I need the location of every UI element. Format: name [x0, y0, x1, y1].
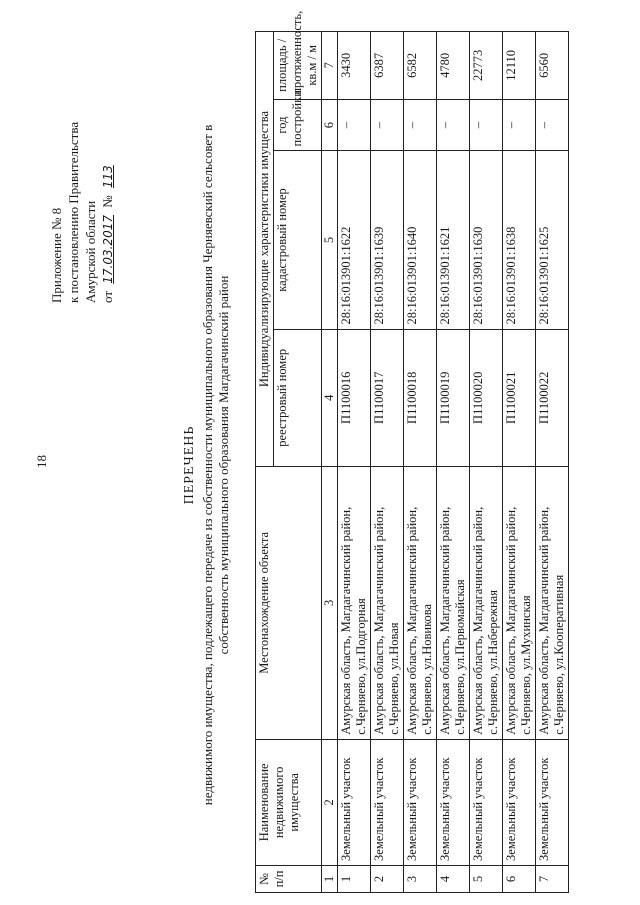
cell-area: 4780 [437, 32, 470, 100]
approval-line-3: Амурской области [83, 200, 98, 303]
cell-registry: П1100021 [503, 329, 536, 466]
cell-year: – [404, 99, 437, 151]
cell-area: 12110 [503, 32, 536, 100]
cell-location: Амурская область, Магдагачинский район, с.Черняево, ул.Новикова [404, 467, 437, 740]
cell-cadastral: 28:16:013901:1622 [338, 151, 371, 329]
approval-line-2: к постановлению Правительства [66, 121, 81, 303]
property-table [255, 10, 569, 893]
approval-number-value: 113 [101, 165, 115, 189]
header-area: площадь / протяженность, кв.м / м [274, 32, 322, 100]
cell-registry: П1100020 [470, 329, 503, 466]
cell-cadastral: 28:16:013901:1625 [536, 151, 569, 329]
cell-name: Земельный участок [437, 739, 470, 865]
col-number: 1 [322, 865, 338, 892]
table-row [338, 32, 371, 893]
table-row [437, 32, 470, 893]
cell-name: Земельный участок [503, 739, 536, 865]
cell-year: – [338, 99, 371, 151]
cell-cadastral: 28:16:013901:1621 [437, 151, 470, 329]
cell-area: 6582 [404, 32, 437, 100]
cell-registry: П1100016 [338, 329, 371, 466]
cell-num: 1 [338, 865, 371, 892]
cell-num: 5 [470, 865, 503, 892]
cell-location: Амурская область, Магдагачинский район, с.Черняево, ул.Подгорная [338, 467, 371, 740]
table-row [404, 32, 437, 893]
subtitle-line-2: собственность муниципального образования Магдагачинский район [216, 275, 231, 655]
approval-number-prefix: № [100, 195, 115, 208]
cell-location: Амурская область, Магдагачинский район, с.Черняево, ул.Набережная [470, 467, 503, 740]
page-number: 18 [34, 455, 49, 468]
cell-registry: П1100018 [404, 329, 437, 466]
cell-year: – [470, 99, 503, 151]
cell-cadastral: 28:16:013901:1640 [404, 151, 437, 329]
table-row [470, 32, 503, 893]
col-number: 2 [322, 739, 338, 865]
cell-area: 3430 [338, 32, 371, 100]
cell-year: – [371, 99, 404, 151]
cell-name: Земельный участок [404, 739, 437, 865]
cell-area: 6387 [371, 32, 404, 100]
cell-cadastral: 28:16:013901:1630 [470, 151, 503, 329]
cell-num: 6 [503, 865, 536, 892]
header-location: Местонахождение объекта [256, 467, 322, 740]
cell-location: Амурская область, Магдагачинский район, с.Черняево, ул.Новая [371, 467, 404, 740]
cell-registry: П1100017 [371, 329, 404, 466]
cell-year: – [437, 99, 470, 151]
cell-cadastral: 28:16:013901:1639 [371, 151, 404, 329]
cell-registry: П1100019 [437, 329, 470, 466]
header-registry: реестровый номер [274, 329, 322, 466]
header-row-1 [256, 32, 274, 893]
cell-area: 6560 [536, 32, 569, 100]
table-row [371, 32, 404, 893]
cell-year: – [503, 99, 536, 151]
cell-num: 3 [404, 865, 437, 892]
approval-date-line [99, 3, 117, 303]
column-number-row [322, 32, 338, 893]
cell-num: 4 [437, 865, 470, 892]
cell-name: Земельный участок [371, 739, 404, 865]
header-cadastral: кадастровый номер [274, 151, 322, 329]
cell-num: 2 [371, 865, 404, 892]
document-title: ПЕРЕЧЕНЬ [182, 425, 197, 505]
col-number: 4 [322, 329, 338, 466]
cell-name: Земельный участок [536, 739, 569, 865]
header-name: Наименование недвижимого имущества [256, 739, 322, 865]
table-row [503, 32, 536, 893]
col-number: 6 [322, 99, 338, 151]
cell-name: Земельный участок [470, 739, 503, 865]
col-number: 5 [322, 151, 338, 329]
document-subtitle [200, 45, 232, 885]
header-num: № п/п [256, 865, 322, 892]
table-row [536, 32, 569, 893]
cell-cadastral: 28:16:013901:1638 [503, 151, 536, 329]
approval-date-value: 17.03.2017 [101, 215, 115, 284]
cell-year: – [536, 99, 569, 151]
header-year: год постройки [274, 99, 322, 151]
approval-stamp-block [48, 3, 117, 303]
approval-line-1: Приложение № 8 [49, 207, 64, 303]
cell-registry: П1100022 [536, 329, 569, 466]
cell-name: Земельный участок [338, 739, 371, 865]
cell-location: Амурская область, Магдагачинский район, с.Черняево, ул.Кооперативная [536, 467, 569, 740]
header-characteristics: Индивидуализирующие характеристики имущества [256, 32, 274, 467]
cell-location: Амурская область, Магдагачинский район, с.Черняево, ул.Мухинская [503, 467, 536, 740]
col-number: 3 [322, 467, 338, 740]
approval-date-prefix: от [100, 290, 115, 303]
cell-area: 22773 [470, 32, 503, 100]
subtitle-line-1: недвижимого имущества, подлежащего передаче из собственности муниципального образования Черняевский сельсовет в [200, 124, 215, 806]
cell-num: 7 [536, 865, 569, 892]
col-number: 7 [322, 32, 338, 100]
table-body [322, 32, 569, 893]
cell-location: Амурская область, Магдагачинский район, с.Черняево, ул.Первомайская [437, 467, 470, 740]
